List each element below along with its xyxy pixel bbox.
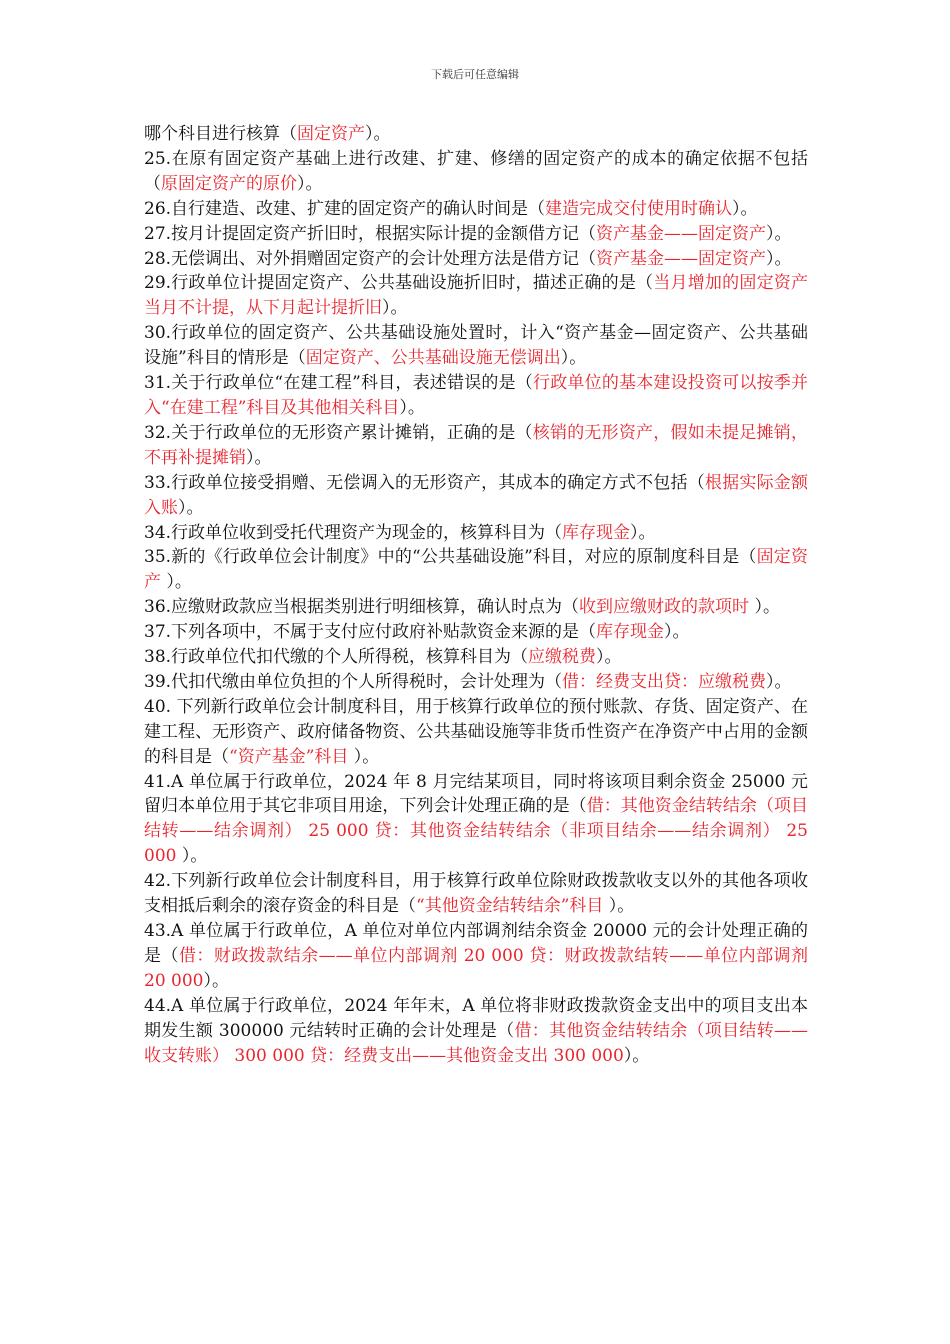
list-item: 36.应缴财政款应当根据类别进行明细核算，确认时点为（收到应缴财政的款项时 ）。 — [144, 597, 780, 618]
list-item: 28.无偿调出、对外捐赠固定资产的会计处理方法是借方记（资产基金——固定资产）。 — [144, 248, 792, 269]
answer: 固定资产 — [144, 547, 809, 593]
answer: 借：财政拨款结余——单位内部调剂 20 000 贷：财政拨款结转——单位内部调剂 20 000 — [144, 945, 809, 991]
list-item: 33.行政单位接受捐赠、无偿调入的无形资产，其成本的确定方式不包括（根据实际金额入账）。 — [144, 472, 808, 518]
list-item: 31.关于行政单位“在建工程”科目，表述错误的是（行政单位的基本建设投资可以按季并入“在建工程”科目及其他相关科目）。 — [144, 373, 809, 418]
answer: 建造完成交付使用时确认 — [545, 198, 733, 219]
answer: 借：经费支出贷：应缴税费 — [562, 671, 767, 692]
page-header: 下载后可任意编辑 — [431, 68, 519, 81]
answer: 资产基金——固定资产 — [596, 248, 767, 269]
answer: 原固定资产的原价 — [161, 173, 297, 194]
question-list — [144, 122, 808, 1068]
answer: 借：其他资金结转结余（项目结转——结余调剂） 25 000 贷：其他资金结转结余（非项目结余——结余调剂） 25 000 — [144, 796, 809, 867]
list-item: 40. 下列新行政单位会计制度科目，用于核算行政单位的预付账款、存货、固定资产、在建工程、无形资产、政府储备物资、公共基础设施等非货币性资产在净资产中占用的金额的科目是（“资产基金”科目 ）。 — [144, 696, 808, 767]
answer: 行政单位的基本建设投资可以按季并入“在建工程”科目及其他相关科目 — [144, 373, 809, 418]
list-item: 哪个科目进行核算（固定资产）。 — [144, 124, 391, 144]
list-item: 29.行政单位计提固定资产、公共基础设施折旧时，描述正确的是（当月增加的固定资产当月不计提，从下月起计提折旧）。 — [144, 273, 809, 319]
answer: 固定资产、公共基础设施无偿调出 — [305, 348, 561, 369]
answer: 资产基金——固定资产 — [596, 223, 767, 244]
answer: 应缴税费 — [528, 647, 597, 668]
list-item: 42.下列新行政单位会计制度科目，用于核算行政单位除财政拨款收支以外的其他各项收支相抵后剩余的滚存资金的科目是（“其他资金结转结余”科目 ）。 — [144, 871, 808, 917]
answer: 根据实际金额入账 — [144, 472, 808, 518]
answer: 借：其他资金结转结余（项目结转——收支转账） 300 000 贷：经费支出——其他资金支出 300 000 — [144, 1020, 809, 1066]
list-item: 35.新的《行政单位会计制度》中的“公共基础设施”科目，对应的原制度科目是（固定资产 ）。 — [144, 547, 809, 593]
list-item: 43.A 单位属于行政单位，A 单位对单位内部调剂结余资金 20000 元的会计处理正确的是（借：财政拨款结余——单位内部调剂 20 000 贷：财政拨款结转——单位内部调剂 20 000）。 — [144, 921, 809, 991]
list-item: 26.自行建造、改建、扩建的固定资产的确认时间是（建造完成交付使用时确认）。 — [144, 198, 758, 219]
list-item: 41.A 单位属于行政单位，2024 年 8 月完结某项目，同时将该项目剩余资金 25000 元留归本单位用于其它非项目用途，下列会计处理正确的是（借：其他资金结转结余（项目结转——结余调剂） 25 000 贷：其他资金结转结余（非项目结余——结余调剂） 25 000 ）。 — [144, 771, 809, 867]
answer: 当月增加的固定资产当月不计提，从下月起计提折旧 — [144, 273, 809, 319]
list-item: 30.行政单位的固定资产、公共基础设施处置时，计入“资产基金—固定资产、公共基础设施”科目的情形是（固定资产、公共基础设施无偿调出）。 — [144, 323, 808, 369]
answer: 库存现金 — [562, 522, 631, 543]
list-item: 38.行政单位代扣代缴的个人所得税，核算科目为（应缴税费）。 — [144, 647, 622, 668]
list-item: 25.在原有固定资产基础上进行改建、扩建、修缮的固定资产的成本的确定依据不包括（原固定资产的原价）。 — [144, 148, 808, 194]
list-item: 39.代扣代缴由单位负担的个人所得税时，会计处理为（借：经费支出贷：应缴税费）。 — [144, 671, 792, 692]
list-item: 44.A 单位属于行政单位，2024 年年末，A 单位将非财政拨款资金支出中的项目支出本期发生额 300000 元结转时正确的会计处理是（借：其他资金结转结余（项目结转——收支转账） 300 000 贷：经费支出——其他资金支出 300 000）。 — [144, 995, 809, 1066]
list-item: 34.行政单位收到受托代理资产为现金的，核算科目为（库存现金）。 — [144, 522, 656, 543]
answer: “资产基金”科目 — [229, 746, 354, 767]
list-item: 32.关于行政单位的无形资产累计摊销，正确的是（核销的无形资产，假如未提足摊销，不再补提摊销）。 — [144, 422, 808, 468]
answer: 固定资产 — [297, 124, 365, 144]
answer: 收到应缴财政的款项时 — [579, 597, 755, 618]
answer: “其他资金结转结余”科目 — [416, 896, 609, 917]
list-item: 27.按月计提固定资产折旧时，根据实际计提的金额借方记（资产基金——固定资产）。 — [144, 223, 792, 244]
answer: 库存现金 — [596, 622, 665, 643]
answer: 核销的无形资产，假如未提足摊销，不再补提摊销 — [144, 422, 808, 468]
list-item: 37.下列各项中，不属于支付应付政府补贴款资金来源的是（库存现金）。 — [144, 622, 690, 643]
